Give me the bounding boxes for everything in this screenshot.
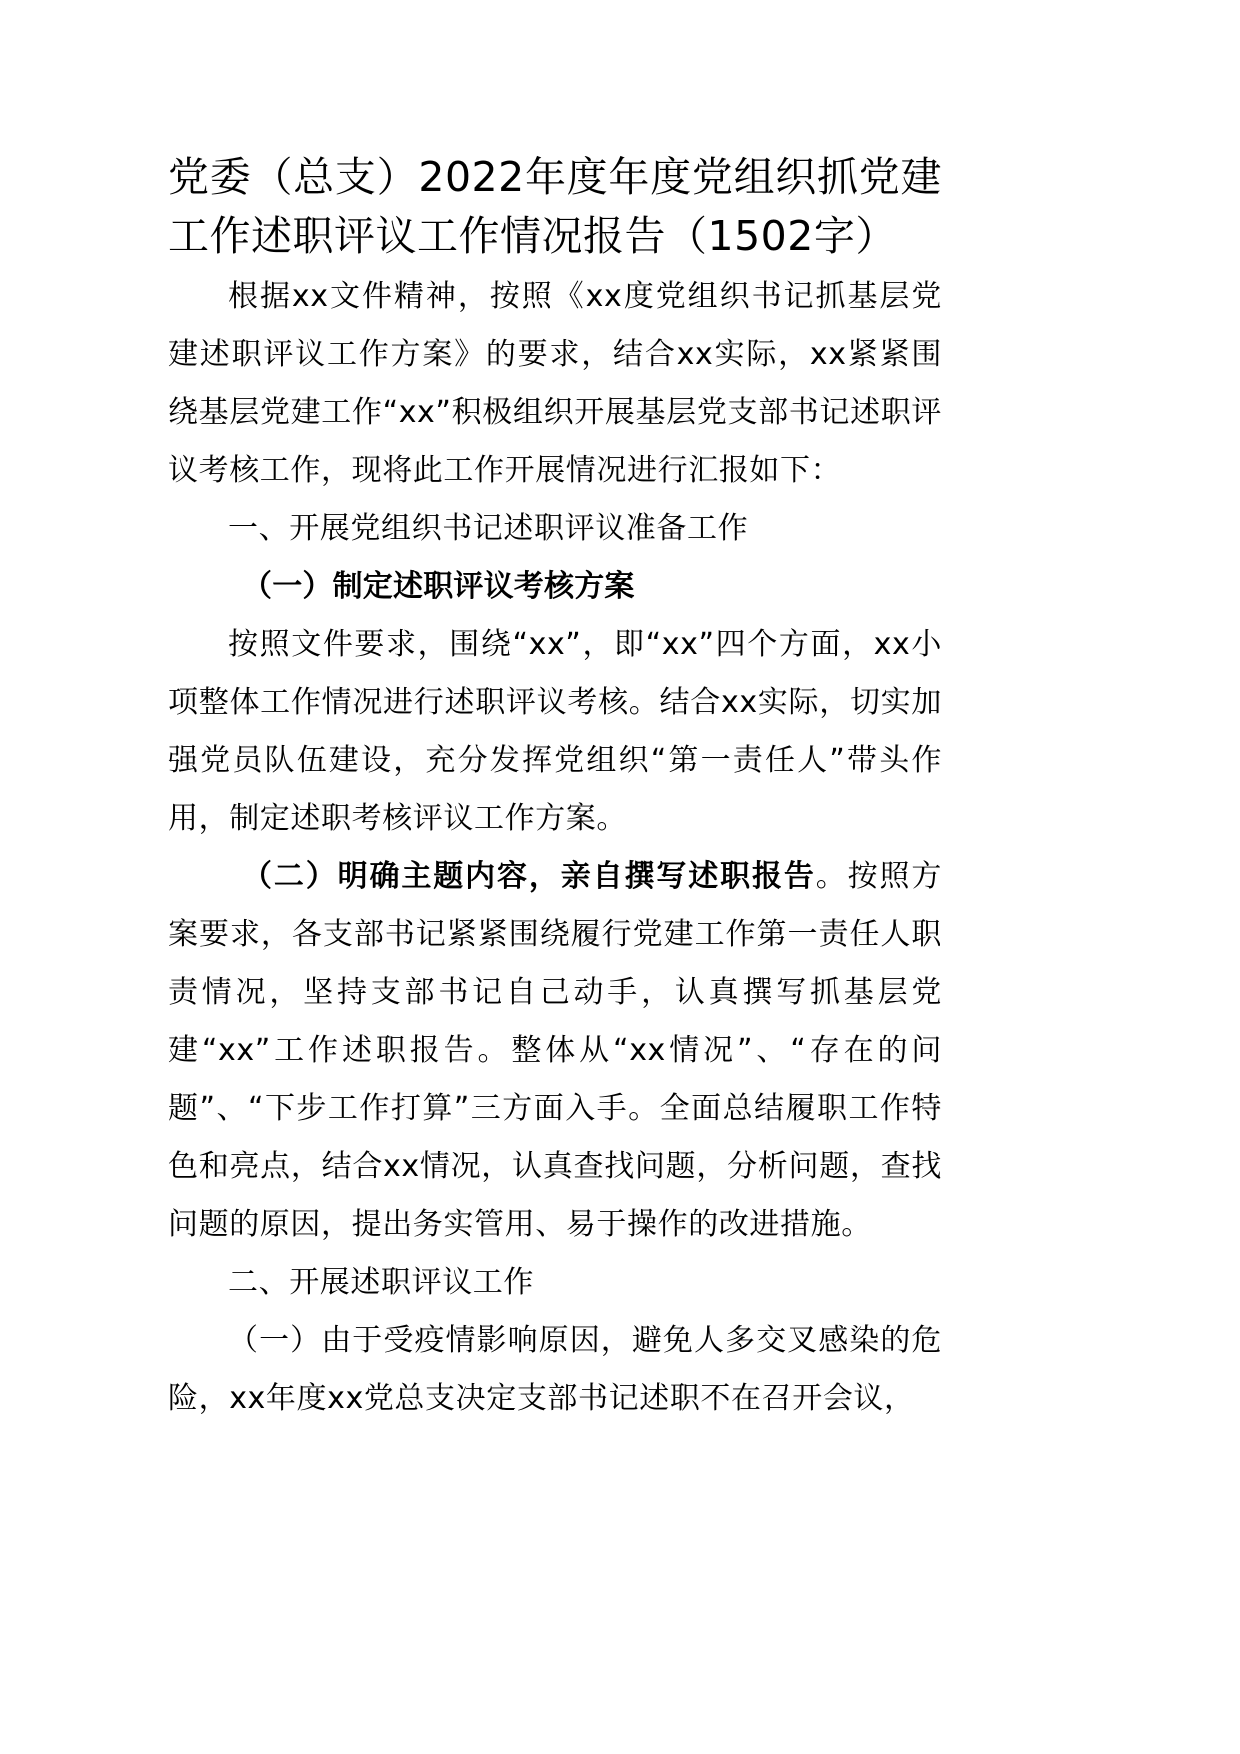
- section-1-heading: 一、开展党组织书记述职评议准备工作: [228, 511, 749, 546]
- document-page: [168, 148, 942, 1428]
- section-1-sub-2-bold-lead: （二）明确主题内容，亲自撰写述职报告: [242, 859, 816, 894]
- section-1-sub-1-paragraph: 按照文件要求，围绕“xx”，即“xx”四个方面，xx小项整体工作情况进行述职评议考核。结合xx实际，切实加强党员队伍建设，充分发挥党组织“第一责任人”带头作用，制定述职考核评议工作方案。: [168, 627, 942, 836]
- section-1-sub-1-heading: （一）制定述职评议考核方案: [242, 569, 635, 604]
- section-2-sub-1-paragraph: （一）由于受疫情影响原因，避免人多交叉感染的危险，xx年度xx党总支决定支部书记述职不在召开会议，: [168, 1323, 942, 1416]
- section-2-heading: 二、开展述职评议工作: [228, 1265, 534, 1300]
- intro-paragraph: 根据xx文件精神，按照《xx度党组织书记抓基层党建述职评议工作方案》的要求，结合xx实际，xx紧紧围绕基层党建工作“xx”积极组织开展基层党支部书记述职评议考核工作，现将此工作开展情况进行汇报如下：: [168, 279, 942, 488]
- document-title: 党委（总支）2022年度年度党组织抓党建工作述职评议工作情况报告（1502字）: [168, 153, 942, 260]
- section-1-sub-2-body: 。按照方案要求，各支部书记紧紧围绕履行党建工作第一责任人职责情况，坚持支部书记自己动手，认真撰写抓基层党建“xx”工作述职报告。整体从“xx情况”、“存在的问题”、“下步工作打算”三方面入手。全面总结履职工作特色和亮点，结合xx情况，认真查找问题，分析问题，查找问题的原因，提出务实管用、易于操作的改进措施。: [168, 859, 942, 1242]
- section-1-sub-2-paragraph: [168, 848, 942, 1254]
